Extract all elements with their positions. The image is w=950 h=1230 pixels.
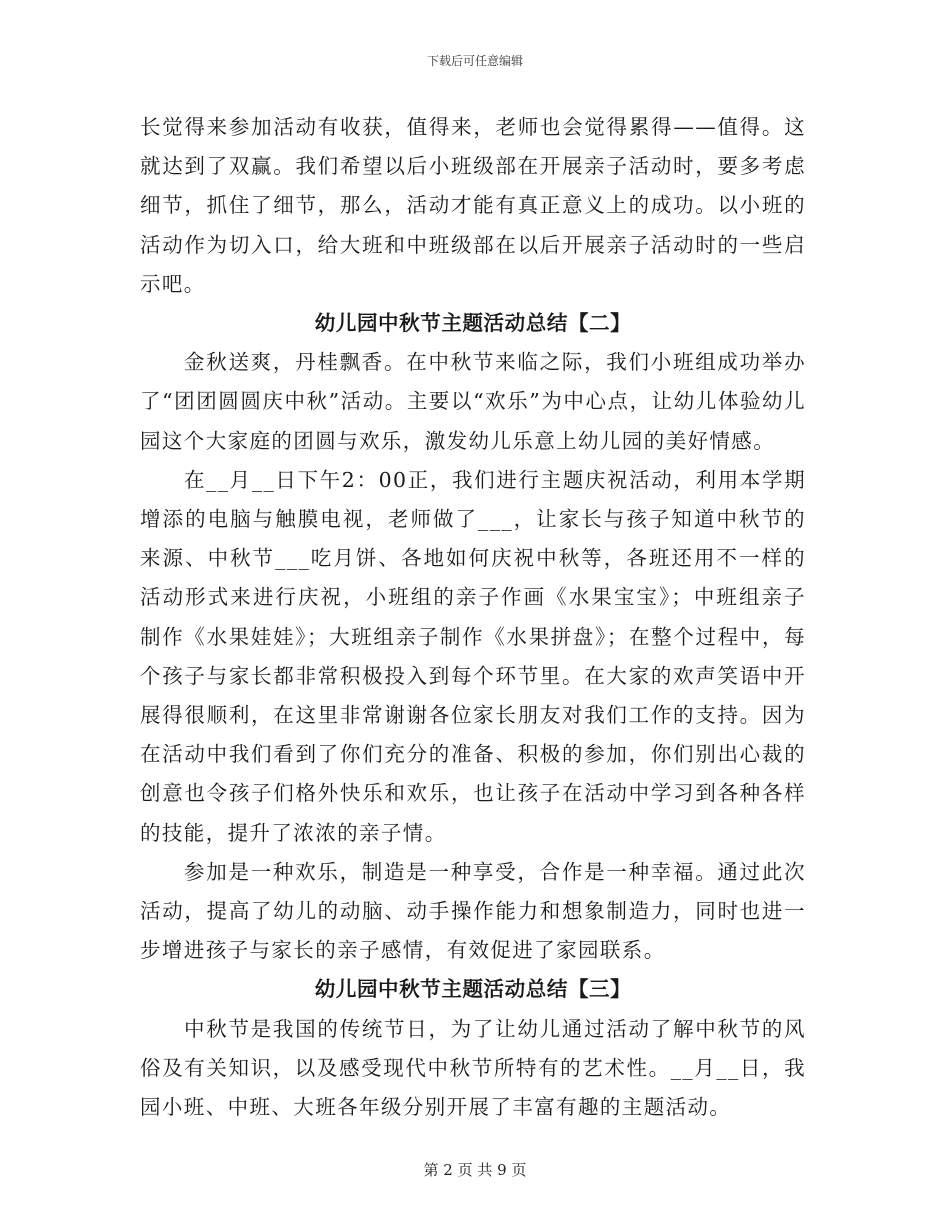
paragraph-3a: 中秋节是我国的传统节日，为了让幼儿通过活动了解中秋节的风俗及有关知识，以及感受现代中秋节所特有的艺术性。__月__日，我园小班、中班、大班各年级分别开展了丰富有趣的主题活动。 bbox=[140, 1016, 806, 1120]
paragraph-2b: 在__月__日下午2：00正，我们进行主题庆祝活动，利用本学期增添的电脑与触膜电视，老师做了___，让家长与孩子知道中秋节的来源、中秋节___吃月饼、各地如何庆祝中秋等，各班还用不一样的活动形式来进行庆祝，小班组的亲子作画《水果宝宝》；中班组亲子制作《水果娃娃》；大班组亲子制作《水果拼盘》；在整个过程中，每个孩子与家长都非常积极投入到每个环节里。在大家的欢声笑语中开展得很顺利，在这里非常谢谢各位家长朋友对我们工作的支持。因为在活动中我们看到了你们充分的准备、积极的参加，你们别出心裁的创意也令孩子们格外快乐和欢乐，也让孩子在活动中学习到各种各样的技能，提升了浓浓的亲子情。 bbox=[140, 467, 806, 845]
paragraph-intro: 长觉得来参加活动有收获，值得来，老师也会觉得累得——值得。这就达到了双赢。我们希望以后小班级部在开展亲子活动时，要多考虑细节，抓住了细节，那么，活动才能有真正意义上的成功。以小班的活动作为切入口，给大班和中班级部在以后开展亲子活动时的一些启示吧。 bbox=[140, 115, 806, 296]
section-title-3: 幼儿园中秋节主题活动总结【三】 bbox=[314, 977, 632, 1002]
paragraph-2c: 参加是一种欢乐，制造是一种享受，合作是一种幸福。通过此次活动，提高了幼儿的动脑、动手操作能力和想象制造力，同时也进一步增进孩子与家长的亲子感情，有效促进了家园联系。 bbox=[140, 859, 806, 963]
page-header: 下载后可任意编辑 bbox=[426, 54, 523, 68]
section-title-2: 幼儿园中秋节主题活动总结【二】 bbox=[314, 311, 632, 336]
page-footer: 第 2 页 共 9 页 bbox=[423, 1161, 527, 1179]
paragraph-2a: 金秋送爽，丹桂飘香。在中秋节来临之际，我们小班组成功举办了“团团圆圆庆中秋”活动。主要以“欢乐”为中心点，让幼儿体验幼儿园这个大家庭的团圆与欢乐，激发幼儿乐意上幼儿园的美好情感。 bbox=[140, 350, 806, 453]
document-body bbox=[140, 108, 806, 1127]
